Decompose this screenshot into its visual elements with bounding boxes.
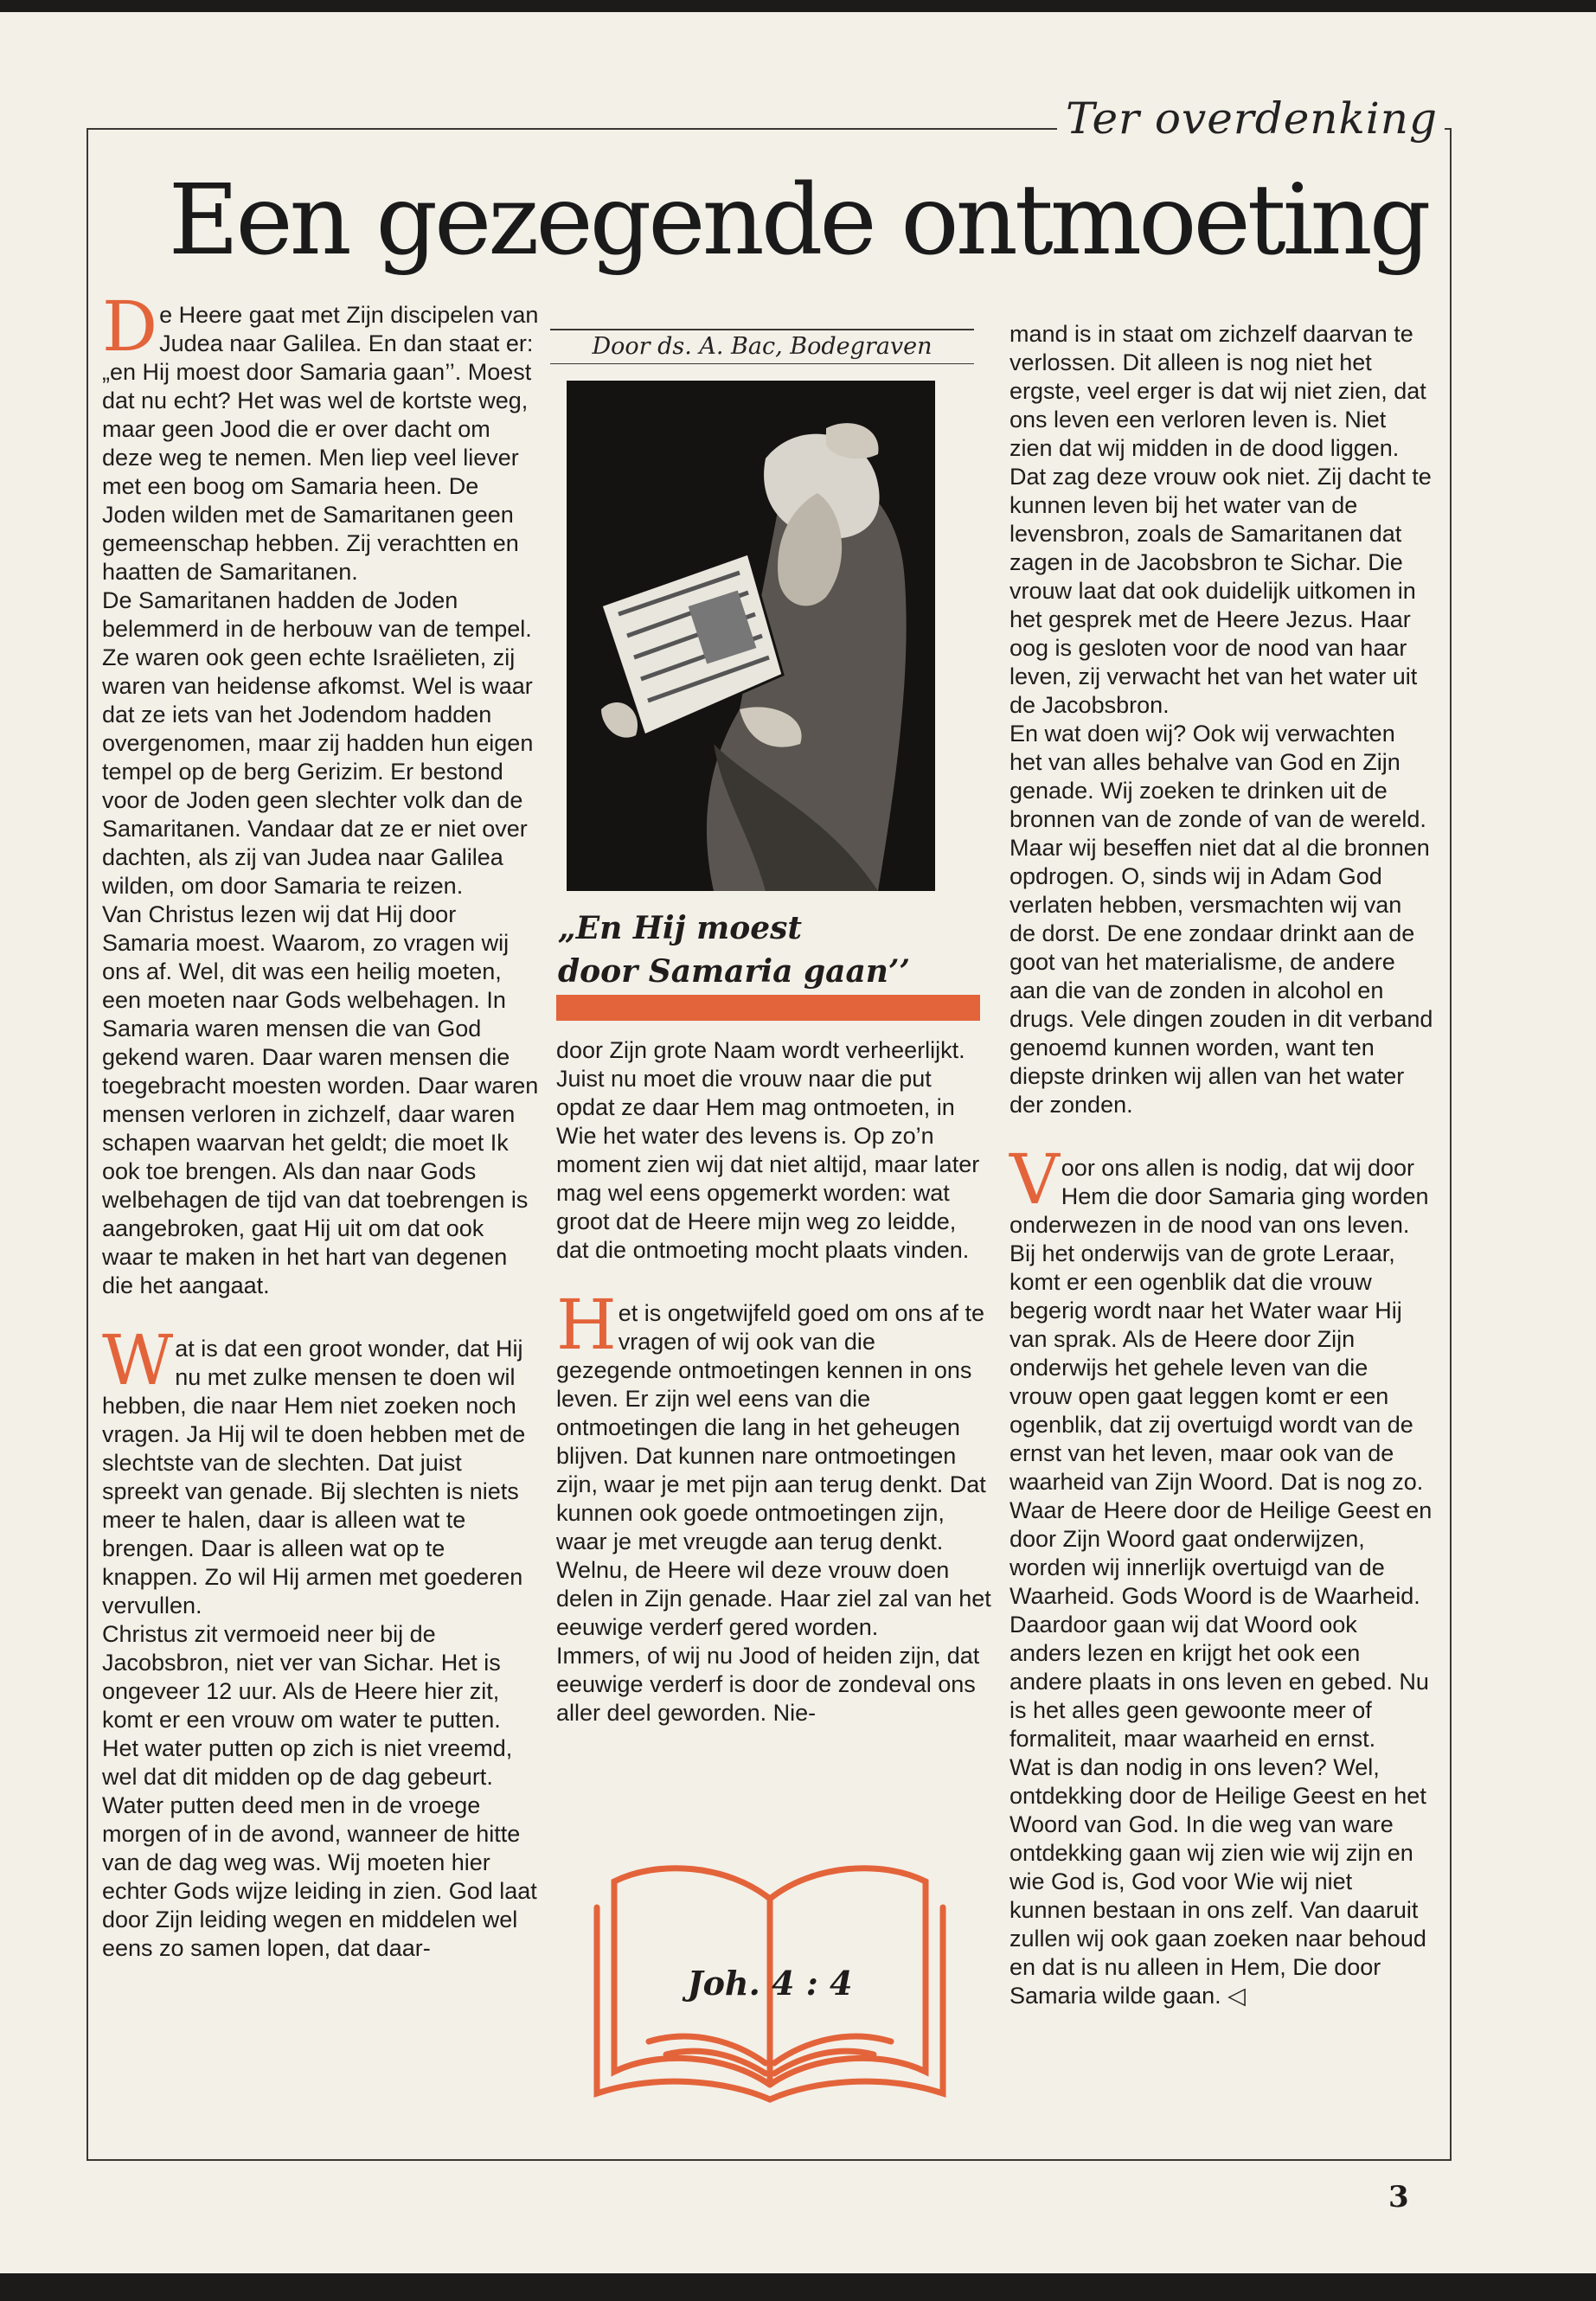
- paragraph: Juist nu moet die vrouw naar die put opdat ze daar Hem mag ontmoeten, in Wie het water des levens is. Op zo’n moment zien wij dat niet altijd, maar later mag wel eens opgemerkt worden: wat groot dat de Heere mijn weg zo leidde, dat die ontmoeting mocht plaats vinden.: [556, 1066, 980, 1263]
- top-edge-bar: [0, 0, 1596, 12]
- paragraph-text: e Heere gaat met Zijn discipelen van Judea naar Galilea. En dan staat er: „en Hij moest door Samaria gaan’’. Moest dat nu echt? Het was wel de kortste weg, maar geen Jood die er over dacht om deze weg te nemen. Men liep veel liever met een boog om Samaria heen. De Joden wilden met de Samaritanen geen gemeenschap hebben. Zij verachtten en haatten de Samaritanen.: [102, 302, 539, 585]
- column-3: [1010, 320, 1433, 2010]
- paragraph: Wat is dan nodig in ons leven? Wel, ontdekking door de Heilige Geest en het Woord van God. In die weg van ware ontdekking gaan wij zien wie wij zijn en wie God is, God voor Wie wij niet kunnen bestaan in ons zelf. Van daaruit zullen wij ook gaan zoeken naar behoud en dat is nu alleen in Hem, Die door Samaria wilde gaan. ◁: [1010, 1754, 1426, 2009]
- paragraph: Van Christus lezen wij dat Hij door Samaria moest. Waarom, zo vragen wij ons af. Wel, dit was een heilig moeten, een moeten naar Gods welbehagen. In Samaria waren mensen die van God gekend waren. Daar waren mensen die toegebracht moesten worden. Daar waren mensen verloren in zichzelf, daar waren schapen waarvan het geldt; die moet Ik ook toe brengen. Als dan naar Gods welbehagen de tijd van dat toebrengen is aangebroken, gaat Hij uit om dat ook waar te maken in het hart van degenen die het aangaat.: [102, 901, 539, 1298]
- drop-cap: V: [1010, 1139, 1060, 1220]
- paragraph: En wat doen wij? Ook wij verwachten het van alles behalve van God en Zijn genade. Wij zoeken te drinken uit de bronnen van de zonde of van de wereld. Maar wij beseffen niet dat al die bronnen opdrogen. O, sinds wij in Adam God verlaten hebben, versmachten wij van de dorst. De ene zondaar drinkt aan de goot van het materialisme, de andere aan die van de zonden in alcohol en drugs. Vele dingen zouden in dit verband genoemd kunnen worden, want ten diepste drinken wij allen van het water der zonden.: [1010, 721, 1433, 1118]
- paragraph: [102, 286, 539, 586]
- pull-quote: [558, 907, 973, 993]
- paragraph: Immers, of wij nu Jood of heiden zijn, dat eeuwige verderf is door de zondeval ons aller deel geworden. Nie-: [556, 1643, 980, 1726]
- paragraph: [102, 1320, 539, 1620]
- byline: Door ds. A. Bac, Bodegraven: [550, 329, 974, 364]
- pull-quote-line: door Samaria gaan’’: [558, 953, 911, 990]
- paragraph: Christus zit vermoeid neer bij de Jacobsbron, niet ver van Sichar. Het is ongeveer 12 uur. Als de Heere hier zit, komt er een vrouw om water te putten. Het water putten op zich is niet vreemd, wel dat dit midden op de dag gebeurt. Water putten deed men in de vroege morgen of in de avond, wanneer de hitte van de dag weg was. Wij moeten hier echter Gods wijze leiding in zien. God laat door Zijn leiding wegen en middelen wel eens zo samen lopen, dat daar-: [102, 1621, 537, 1961]
- paragraph: De Samaritanen hadden de Joden belemmerd in de herbouw van de tempel. Ze waren ook geen echte Israëlieten, zij waren van heidense afkomst. Wel is waar dat ze iets van het Jodendom hadden overgenomen, maar zij hadden hun eigen tempel op de berg Gerizim. Er bestond voor de Joden geen slechter volk dan de Samaritanen. Vandaar dat ze er niet over dachten, als zij van Judea naar Galilea wilden, om door Samaria te reizen.: [102, 587, 534, 899]
- paragraph-text: oor ons allen is nodig, dat wij door Hem die door Samaria ging worden onderwezen in de nood van ons leven. Bij het onderwijs van de grote Leraar, komt er een ogenblik dat die vrouw begerig wordt naar het Water waar Hij van sprak. Als de Heere door Zijn onderwijs het gehele leven van die vrouw open gaat leggen komt er een ogenblik, dat zij overtuigd wordt van de ernst van het leven, maar ook van de waarheid van Zijn Woord. Dat is nog zo. Waar de Heere door de Heilige Geest en door Zijn Woord gaat onderwijzen, worden wij innerlijk overtuigd van de Waarheid. Gods Woord is de Waarheid. Daardoor gaan wij dat Woord ook anders lezen en krijgt het ook een andere plaats in ons leven en gebed. Nu is het alles geen gewoonte meer of formaliteit, maar waarheid en ernst.: [1010, 1155, 1433, 1752]
- drop-cap: D: [102, 286, 158, 367]
- paragraph-text: at is dat een groot wonder, dat Hij nu met zulke mensen te doen wil hebben, die naar Hem niet zoeken noch vragen. Ja Hij wil te doen hebben met de slechtste van de slechten. Dat juist spreekt van genade. Bij slechten is niets meer te halen, daar is alleen wat te brengen. Daar is alleen wat op te knappen. Zo wil Hij armen met goederen vervullen.: [102, 1336, 526, 1618]
- paragraph-text: et is ongetwijfeld goed om ons af te vragen of wij ook van die gezegende ontmoetingen kennen in ons leven. Er zijn wel eens van die ontmoetingen die lang in het geheugen blijven. Dat kunnen nare ontmoetingen zijn, waar je met pijn aan terug denkt. Dat kunnen ook goede ontmoetingen zijn, waar je met vreugde aan terug denkt. Welnu, de Heere wil deze vrouw doen delen in Zijn genade. Haar ziel zal van het eeuwige verderf gered worden.: [556, 1300, 991, 1640]
- drop-cap: H: [556, 1285, 617, 1365]
- column-1: [102, 286, 539, 1963]
- article-title: Een gezegende ontmoeting: [168, 164, 1428, 277]
- page-number: 3: [1388, 2180, 1409, 2214]
- bottom-edge-bar: [0, 2273, 1596, 2301]
- paragraph: [556, 1285, 993, 1642]
- drop-cap: W: [102, 1320, 174, 1400]
- reading-woman-illustration: [567, 381, 935, 891]
- scripture-reference: Joh. 4 : 4: [687, 1964, 853, 2003]
- pull-quote-line: „En Hij moest: [558, 910, 803, 946]
- accent-bar: [556, 995, 980, 1021]
- paragraph: mand is in staat om zichzelf daarvan te verlossen. Dit alleen is nog niet het ergste, veel erger is dat wij niet zien, dat ons leven een verloren leven is. Niet zien dat wij midden in de dood liggen. Dat zag deze vrouw ook niet. Zij dacht te kunnen leven bij het water van de levensbron, zoals de Samaritanen dat zagen in de Jacobsbron te Sichar. Die vrouw laat dat ook duidelijk uitkomen in het gesprek met de Heere Jezus. Haar oog is gesloten voor de nood van haar leven, zij verwacht het van het water uit de Jacobsbron.: [1010, 321, 1432, 718]
- paragraph: [1010, 1139, 1433, 1753]
- section-rubric: Ter overdenking: [1057, 93, 1445, 144]
- paragraph: door Zijn grote Naam wordt verheerlijkt.: [556, 1037, 965, 1063]
- column-2: [556, 1036, 993, 1727]
